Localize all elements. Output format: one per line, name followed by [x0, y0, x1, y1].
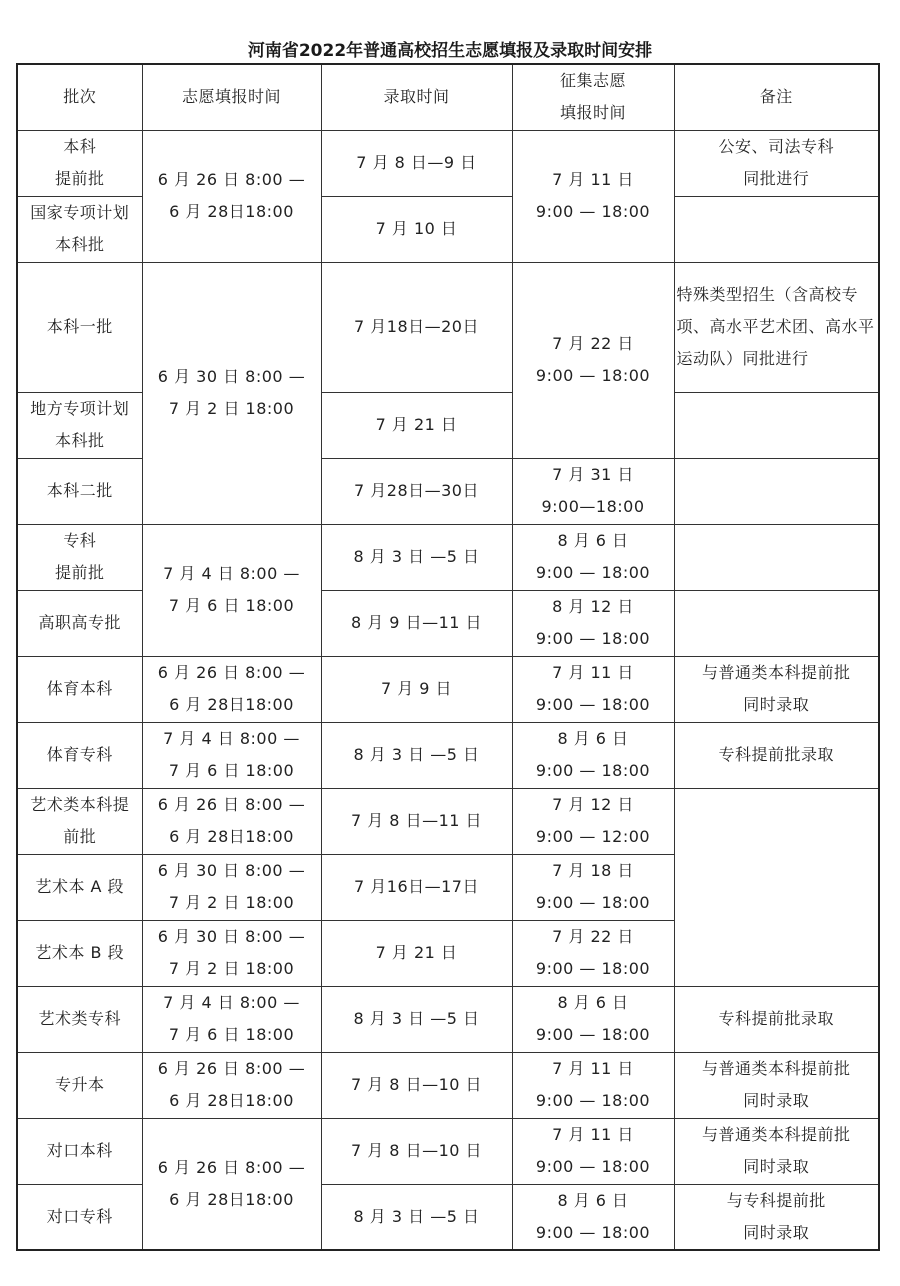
remarks-cell: 专科提前批录取	[674, 722, 879, 788]
remarks-cell: 与专科提前批 同时录取	[674, 1184, 879, 1250]
remarks-cell: 与普通类本科提前批 同时录取	[674, 656, 879, 722]
batch-cell: 专升本	[17, 1052, 142, 1118]
table-row	[17, 656, 879, 722]
batch-cell: 对口专科	[17, 1184, 142, 1250]
fill-time-cell: 7 月 4 日 8:00 — 7 月 6 日 18:00	[142, 986, 321, 1052]
remarks-cell	[674, 590, 879, 656]
collect-time-cell: 7 月 18 日 9:00 — 18:00	[512, 854, 674, 920]
collect-time-cell: 7 月 31 日 9:00—18:00	[512, 458, 674, 524]
table-row	[17, 1052, 879, 1118]
table-row	[17, 986, 879, 1052]
table-row	[17, 788, 879, 854]
remarks-cell	[674, 458, 879, 524]
collect-time-cell: 7 月 12 日 9:00 — 12:00	[512, 788, 674, 854]
collect-time-cell: 7 月 22 日 9:00 — 18:00	[512, 262, 674, 458]
header-batch: 批次	[17, 64, 142, 130]
admit-time-cell: 7 月 9 日	[321, 656, 512, 722]
admit-time-cell: 8 月 3 日 —5 日	[321, 524, 512, 590]
table-row	[17, 130, 879, 196]
admit-time-cell: 7 月 21 日	[321, 920, 512, 986]
header-admit-time: 录取时间	[321, 64, 512, 130]
batch-cell: 艺术类本科提 前批	[17, 788, 142, 854]
collect-time-cell: 8 月 6 日 9:00 — 18:00	[512, 1184, 674, 1250]
collect-time-cell: 7 月 22 日 9:00 — 18:00	[512, 920, 674, 986]
admit-time-cell: 8 月 3 日 —5 日	[321, 986, 512, 1052]
remarks-cell	[674, 196, 879, 262]
batch-cell: 体育专科	[17, 722, 142, 788]
table-header-row	[17, 64, 879, 130]
fill-time-cell: 7 月 4 日 8:00 — 7 月 6 日 18:00	[142, 722, 321, 788]
batch-cell: 高职高专批	[17, 590, 142, 656]
batch-cell: 本科二批	[17, 458, 142, 524]
fill-time-cell: 6 月 26 日 8:00 — 6 月 28日18:00	[142, 1118, 321, 1250]
admit-time-cell: 7 月16日—17日	[321, 854, 512, 920]
admit-time-cell: 7 月18日—20日	[321, 262, 512, 392]
admit-time-cell: 7 月 8 日—9 日	[321, 130, 512, 196]
header-remarks: 备注	[674, 64, 879, 130]
admit-time-cell: 7 月 8 日—11 日	[321, 788, 512, 854]
remarks-cell: 特殊类型招生（含高校专项、高水平艺术团、高水平运动队）同批进行	[674, 262, 879, 392]
collect-time-cell: 8 月 12 日 9:00 — 18:00	[512, 590, 674, 656]
admission-schedule-table	[16, 63, 880, 1251]
admit-time-cell: 8 月 9 日—11 日	[321, 590, 512, 656]
admit-time-cell: 7 月28日—30日	[321, 458, 512, 524]
collect-time-cell: 8 月 6 日 9:00 — 18:00	[512, 986, 674, 1052]
batch-cell: 对口本科	[17, 1118, 142, 1184]
table-row	[17, 1118, 879, 1184]
collect-time-cell: 8 月 6 日 9:00 — 18:00	[512, 722, 674, 788]
fill-time-cell: 6 月 30 日 8:00 — 7 月 2 日 18:00	[142, 920, 321, 986]
header-collect-time: 征集志愿 填报时间	[512, 64, 674, 130]
admit-time-cell: 7 月 10 日	[321, 196, 512, 262]
remarks-cell: 与普通类本科提前批 同时录取	[674, 1052, 879, 1118]
batch-cell: 体育本科	[17, 656, 142, 722]
batch-cell: 本科 提前批	[17, 130, 142, 196]
remarks-cell	[674, 392, 879, 458]
fill-time-cell: 6 月 26 日 8:00 — 6 月 28日18:00	[142, 656, 321, 722]
admit-time-cell: 8 月 3 日 —5 日	[321, 1184, 512, 1250]
fill-time-cell: 6 月 26 日 8:00 — 6 月 28日18:00	[142, 130, 321, 262]
table-row	[17, 262, 879, 392]
collect-time-cell: 7 月 11 日 9:00 — 18:00	[512, 130, 674, 262]
collect-time-cell: 7 月 11 日 9:00 — 18:00	[512, 1052, 674, 1118]
fill-time-cell: 6 月 30 日 8:00 — 7 月 2 日 18:00	[142, 854, 321, 920]
batch-cell: 艺术类专科	[17, 986, 142, 1052]
batch-cell: 本科一批	[17, 262, 142, 392]
admit-time-cell: 7 月 8 日—10 日	[321, 1052, 512, 1118]
remarks-cell: 专科提前批录取	[674, 986, 879, 1052]
page-title: 河南省2022年普通高校招生志愿填报及录取时间安排	[247, 41, 653, 61]
batch-cell: 艺术本 A 段	[17, 854, 142, 920]
admit-time-cell: 8 月 3 日 —5 日	[321, 722, 512, 788]
fill-time-cell: 6 月 26 日 8:00 — 6 月 28日18:00	[142, 788, 321, 854]
table-row	[17, 524, 879, 590]
collect-time-cell: 7 月 11 日 9:00 — 18:00	[512, 1118, 674, 1184]
header-fill-time: 志愿填报时间	[142, 64, 321, 130]
fill-time-cell: 6 月 26 日 8:00 — 6 月 28日18:00	[142, 1052, 321, 1118]
remarks-cell: 公安、司法专科 同批进行	[674, 130, 879, 196]
admit-time-cell: 7 月 21 日	[321, 392, 512, 458]
table-row	[17, 722, 879, 788]
fill-time-cell: 7 月 4 日 8:00 — 7 月 6 日 18:00	[142, 524, 321, 656]
remarks-cell: 与普通类本科提前批 同时录取	[674, 1118, 879, 1184]
remarks-cell	[674, 524, 879, 590]
collect-time-cell: 8 月 6 日 9:00 — 18:00	[512, 524, 674, 590]
collect-time-cell: 7 月 11 日 9:00 — 18:00	[512, 656, 674, 722]
batch-cell: 地方专项计划 本科批	[17, 392, 142, 458]
batch-cell: 国家专项计划 本科批	[17, 196, 142, 262]
batch-cell: 艺术本 B 段	[17, 920, 142, 986]
batch-cell: 专科 提前批	[17, 524, 142, 590]
admit-time-cell: 7 月 8 日—10 日	[321, 1118, 512, 1184]
remarks-cell	[674, 788, 879, 986]
fill-time-cell: 6 月 30 日 8:00 — 7 月 2 日 18:00	[142, 262, 321, 524]
